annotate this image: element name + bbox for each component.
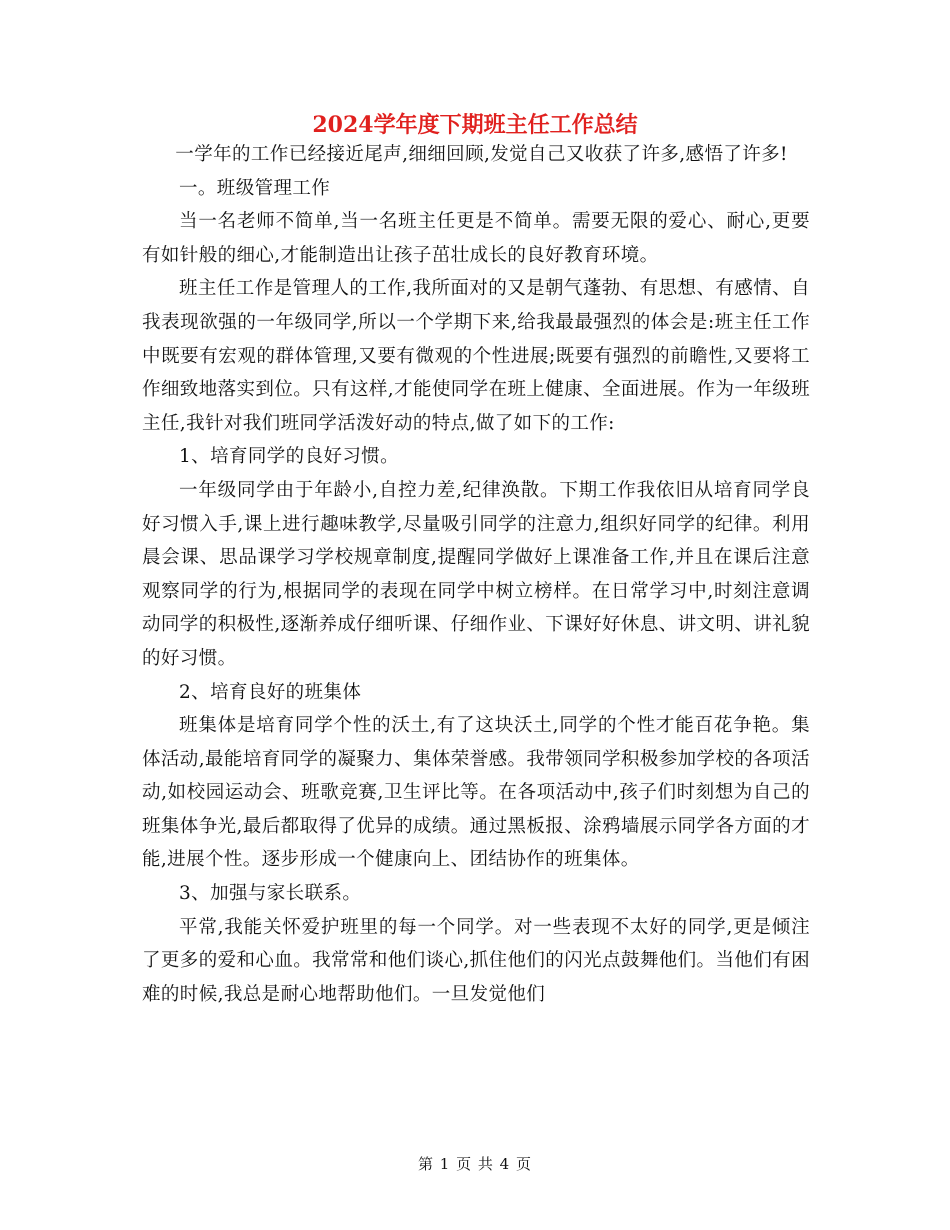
paragraph-intro: 一学年的工作已经接近尾声,细细回顾,发觉自己又收获了许多,感悟了许多! [175,144,788,165]
paragraph: 一年级同学由于年龄小,自控力差,纪律涣散。下期工作我依旧从培育同学良好习惯入手,课上进行趣味教学,尽量吸引同学的注意力,组织好同学的纪律。利用晨会课、思品课学习学校规章制度,提醒同学做好上课准备工作,并且在课后注意观察同学的行为,根据同学的表现在同学中树立榜样。在日常学习中,时刻注意调动同学的积极性,逐渐养成仔细听课、仔细作业、下课好好休息、讲文明、讲礼貌的好习惯。 [142,479,810,669]
document-body [142,138,810,1011]
subheading-habits: 1、培育同学的良好习惯。 [179,446,400,468]
document-title: 2024学年度下期班主任工作总结 [312,112,638,138]
page-number-footer: 第 1 页 共 4 页 [418,1155,532,1173]
section-heading-class-management: 一。班级管理工作 [179,177,331,199]
paragraph: 当一名老师不简单,当一名班主任更是不简单。需要无限的爱心、耐心,更要有如针般的细心,才能制造出让孩子茁壮成长的良好教育环境。 [142,211,810,266]
paragraph: 班主任工作是管理人的工作,我所面对的又是朝气蓬勃、有思想、有感情、自我表现欲强的一年级同学,所以一个学期下来,给我最最强烈的体会是:班主任工作中既要有宏观的群体管理,又要有微观的个性进展;既要有强烈的前瞻性,又要将工作细致地落实到位。只有这样,才能使同学在班上健康、全面进展。作为一年级班主任,我针对我们班同学活泼好动的特点,做了如下的工作: [142,278,810,434]
paragraph: 平常,我能关怀爱护班里的每一个同学。对一些表现不太好的同学,更是倾注了更多的爱和心血。我常常和他们谈心,抓住他们的闪光点鼓舞他们。当他们有困难的时候,我总是耐心地帮助他们。一旦发觉他们 [142,916,810,1005]
subheading-class-collective: 2、培育良好的班集体 [179,681,362,703]
paragraph: 班集体是培育同学个性的沃土,有了这块沃土,同学的个性才能百花争艳。集体活动,最能培育同学的凝聚力、集体荣誉感。我带领同学积极参加学校的各项活动,如校园运动会、班歌竞赛,卫生评比等。在各项活动中,孩子们时刻想为自己的班集体争光,最后都取得了优异的成绩。通过黑板报、涂鸦墙展示同学各方面的才能,进展个性。逐步形成一个健康向上、团结协作的班集体。 [142,715,810,871]
subheading-parent-contact: 3、加强与家长联系。 [179,883,362,905]
